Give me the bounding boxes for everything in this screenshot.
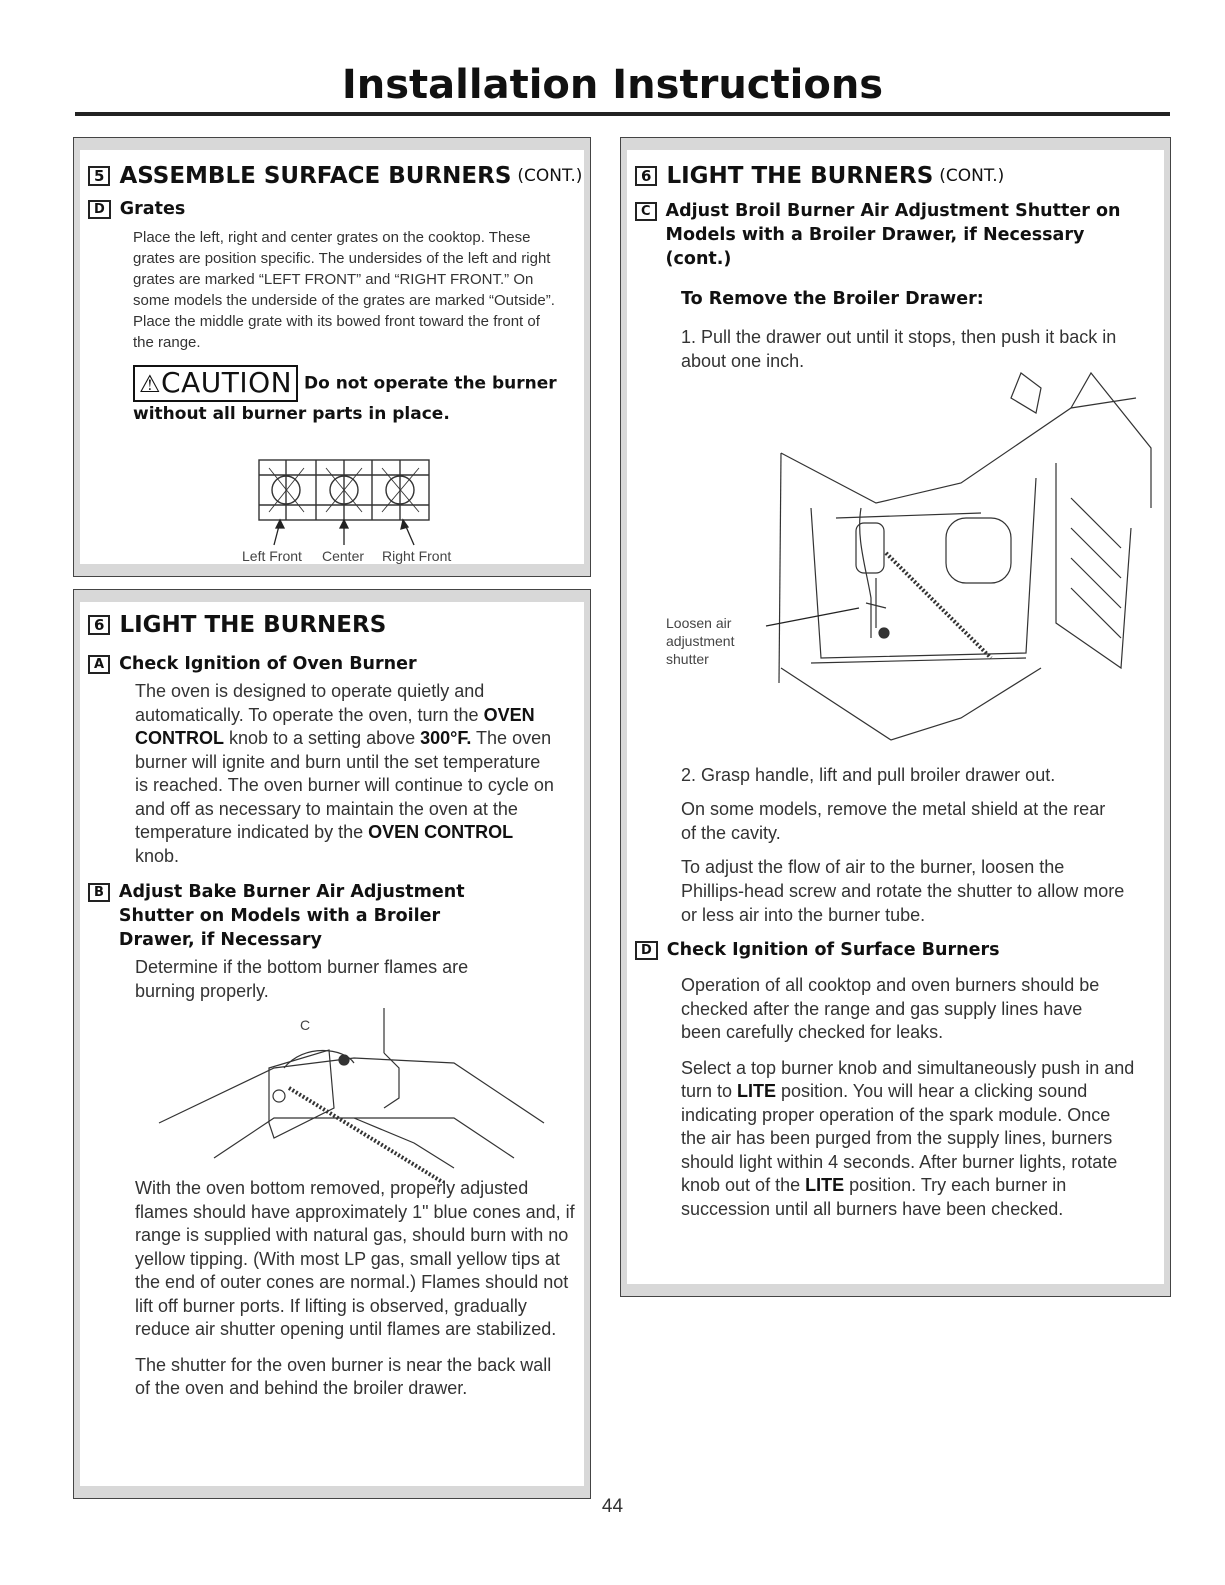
assemble-surface-burners-panel (73, 137, 591, 577)
step-badge: 6 (635, 166, 657, 186)
callout-line-2: adjustment (666, 633, 735, 649)
callout-line-3: shutter (666, 651, 709, 667)
subheading-oven-ignition (88, 652, 583, 676)
step-1-text: 1. Pull the drawer out until it stops, then push it back in about one inch. (681, 327, 1117, 371)
sub-badge: A (88, 655, 110, 674)
remove-drawer-title: To Remove the Broiler Drawer: (681, 289, 984, 309)
sub-title: Adjust Broil Burner Air Adjustment Shutter on Models with a Broiler Drawer, if Necessary (cont.) (665, 201, 1121, 269)
subheading-bake-shutter (88, 880, 518, 952)
caution-badge: ⚠CAUTION (133, 365, 298, 402)
bake-burner-illustration (154, 1008, 554, 1183)
fig-label-right-front: Right Front (382, 548, 452, 564)
page-title: Installation Instructions (341, 62, 884, 108)
oven-ignition-text: The oven is designed to operate quietly and automatically. To operate the oven, turn the OVEN CONTROL knob to a setting above 300°F. The oven burner will ignite and burn until the set temperature is reached. The oven burner will continue to cycle on and off as necessary to maintain the oven at the temperature indicated by the OVEN CONTROL knob. (135, 681, 554, 866)
section-heading-assemble (88, 163, 583, 189)
step-badge: 6 (88, 615, 110, 635)
light-burners-panel (73, 589, 591, 1499)
flames-text: With the oven bottom removed, properly adjusted flames should have approximately 1" blue cones and, if range is supplied with natural gas, should burn with no yellow tipping. (With most LP gas, small yellow tips at the end of outer cones are normal.) Flames should not lift off burner ports. If lifting is observed, gradually reduce air shutter opening until flames are stabilized. (135, 1178, 575, 1339)
caution-text-1: Do not operate the burner (303, 373, 557, 394)
sub-title: Adjust Bake Burner Air Adjustment Shutter on Models with a Broiler Drawer, if Necessary (118, 882, 465, 950)
step-badge: 5 (88, 166, 110, 186)
sub-badge: D (635, 941, 658, 960)
metal-shield-text: On some models, remove the metal shield at the rear of the cavity. (681, 799, 1106, 843)
light-burners-cont-panel (620, 137, 1171, 1297)
sub-title: Check Ignition of Oven Burner (119, 654, 417, 674)
section-heading-light (88, 612, 583, 638)
heading-suffix: (CONT.) (939, 166, 1005, 186)
grates-illustration (214, 450, 474, 568)
callout-line-1: Loosen air (666, 615, 732, 631)
surface-ignition-text-2: Select a top burner knob and simultaneously push in and turn to LITE position. You will hear a clicking sound indicating proper operation of the spark module. Once the air has been purged from the supply lines, burners should light within 4 seconds. After burner lights, rotate knob out of the LITE position. Try each burner in succession until all burners have been checked. (681, 1057, 1135, 1219)
bake-shutter-text: Determine if the bottom burner flames are burning properly. (135, 957, 469, 1001)
warning-triangle-icon: ⚠ (139, 370, 162, 398)
title-underline (75, 112, 1170, 116)
adjust-air-text: To adjust the flow of air to the burner, loosen the Phillips-head screw and rotate the shutter to allow more or less air into the burner tube. (681, 857, 1125, 925)
sub-title: Check Ignition of Surface Burners (666, 940, 1000, 960)
heading-text: LIGHT THE BURNERS (119, 612, 387, 638)
fig-label-left-front: Left Front (242, 548, 302, 564)
caution-block (133, 365, 578, 426)
sub-badge: D (88, 200, 111, 219)
subheading-grates (88, 197, 578, 221)
heading-text: LIGHT THE BURNERS (666, 163, 934, 189)
sub-title: Grates (119, 199, 186, 219)
subheading-surface-ignition (635, 938, 1160, 962)
heading-text: ASSEMBLE SURFACE BURNERS (119, 163, 512, 189)
step-2-text: 2. Grasp handle, lift and pull broiler drawer out. (681, 765, 1056, 785)
section-heading-light-cont (635, 163, 1160, 189)
shutter-location-text: The shutter for the oven burner is near the back wall of the oven and behind the broiler drawer. (135, 1354, 552, 1398)
surface-ignition-text-1: Operation of all cooktop and oven burners should be checked after the range and gas supply lines have been carefully checked for leaks. (681, 975, 1100, 1042)
fig-label-center: Center (322, 548, 365, 564)
fig-c-label: C (300, 1017, 311, 1033)
sub-badge: C (635, 202, 657, 221)
grates-text: Place the left, right and center grates on the cooktop. These grates are position specific. The undersides of the left and right grates are marked “LEFT FRONT” and “RIGHT FRONT.” On some models the underside of the grates are marked “Outside”. Place the middle grate with its bowed front toward the front of the range. (133, 229, 555, 351)
caution-text-2: without all burner parts in place. (133, 404, 450, 424)
page-number: 44 (601, 1496, 624, 1517)
broiler-drawer-illustration (661, 368, 1161, 763)
heading-suffix: (CONT.) (517, 166, 583, 186)
subheading-broil-shutter (635, 199, 1135, 271)
sub-badge: B (88, 883, 110, 902)
